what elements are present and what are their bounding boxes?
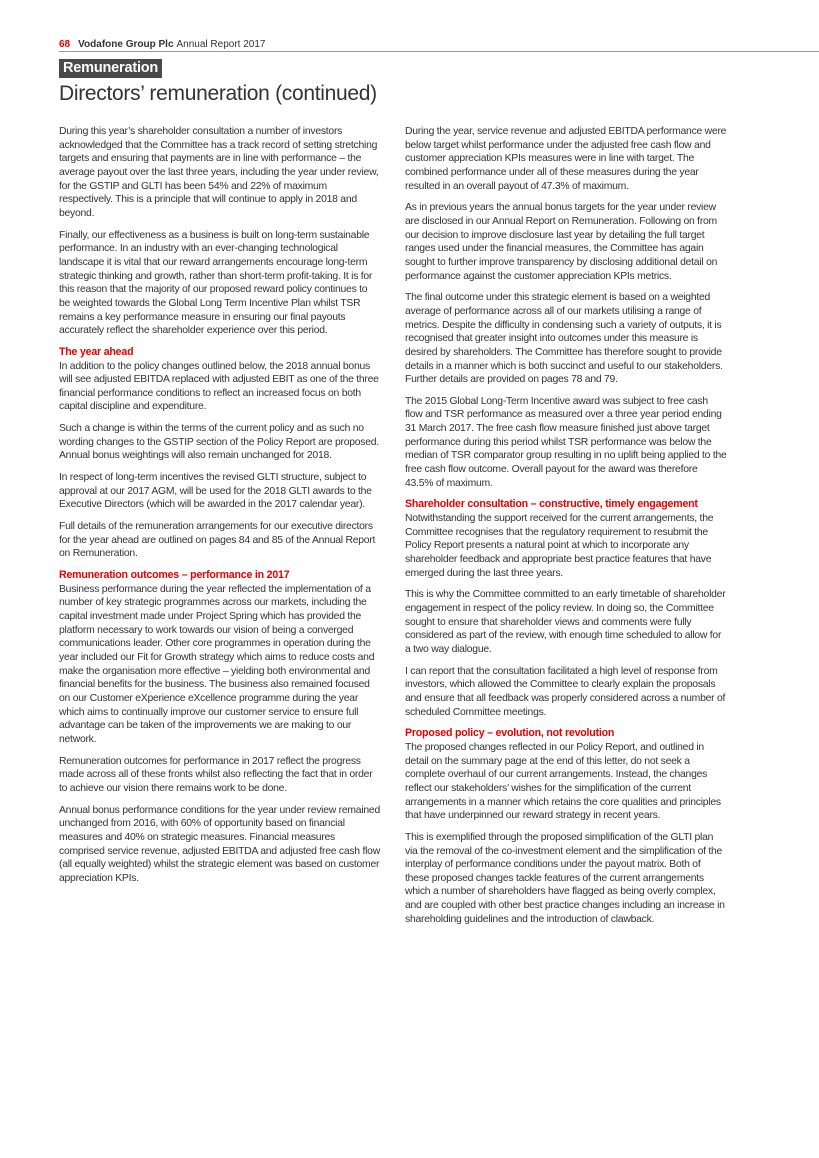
page-title: Directors’ remuneration (continued) xyxy=(59,82,377,105)
subheading-shareholder-consultation: Shareholder consultation – constructive, timely engagement xyxy=(405,498,698,511)
paragraph: Such a change is within the terms of the current policy and as such no wording changes to the GSTIP section of the Policy Report are proposed. Annual bonus weightings will also remain unchanged for 2018. xyxy=(59,423,379,462)
paragraph: The final outcome under this strategic element is based on a weighted average of performance across all of our markets utilising a range of metrics. Despite the difficulty in condensing such a variety of outputs, it is recognised that greater insight into outcomes under this measure is desired by shareholders. The Committee has therefore sought to provide details in a manner which is both succinct and useful to our stakeholders. Further details are provided on pages 78 and 79. xyxy=(405,292,723,386)
paragraph: Business performance during the year reflected the implementation of a number of key strategic programmes across our markets, including the capital investment made under Project Spring which has provided the platform necessary to work towards our vision of being a converged communications leader. Other core programmes in operation during the year included our Fit for Growth strategy which aims to reduce costs and make the organisation more effective – yielding both environmental and financial benefits for the business. The business also remained focused on our Customer eXperience eXcellence programme during the year which aims to continually improve our customer service to ensure full advantage can be taken of the improvements we are making to our network. xyxy=(59,583,375,745)
left-column xyxy=(59,125,381,893)
page-header xyxy=(59,34,819,50)
paragraph: As in previous years the annual bonus targets for the year under review are disclosed in our Annual Report on Remuneration. Following on from our decision to improve disclosure last year by detailing the full target ranges used under the financial measures, the Committee has again sought to further improve transparency by disclosing additional detail on performance against the customer appreciation KPIs metrics. xyxy=(405,202,718,282)
company-name: Vodafone Group Plc xyxy=(78,39,174,50)
paragraph: Annual bonus performance conditions for the year under review remained unchanged from 2016, with 60% of opportunity based on financial measures and 40% on strategic measures. Financial measures comprised service revenue, adjusted EBITDA and adjusted free cash flow (all equally weighted) whilst the strategic element was based on customer appreciation KPIs. xyxy=(59,804,380,884)
paragraph: This is exemplified through the proposed simplification of the GLTI plan via the removal of the co-investment element and the simplification of the interplay of performance conditions under the payout matrix. Both of these proposed changes tackle features of the current arrangements which a number of shareholders have flagged as being overly complex, and are coupled with other best practice changes including an increase in shareholding guidelines and the introduction of clawback. xyxy=(405,831,725,925)
paragraph: During the year, service revenue and adjusted EBITDA performance were below target whilst performance under the adjusted free cash flow and customer appreciation KPIs measures were in line with target. The combined performance under all of these measures during the year resulted in an overall payout of 47.3% of maximum. xyxy=(405,126,727,192)
page-number: 68 xyxy=(59,39,71,50)
paragraph: I can report that the consultation facilitated a high level of response from investors, which allowed the Committee to clearly explain the proposals and ensure that all feedback was properly considered across a number of scheduled Committee meetings. xyxy=(405,665,726,718)
subheading-year-ahead: The year ahead xyxy=(59,345,134,358)
paragraph: Full details of the remuneration arrangements for our executive directors for the year ahead are outlined on pages 84 and 85 of the Annual Report on Remuneration. xyxy=(59,521,376,560)
paragraph: The 2015 Global Long-Term Incentive award was subject to free cash flow and TSR performance as measured over a three year period ending 31 March 2017. The free cash flow measure finished just above target performance during this period whilst TSR performance was below the median of TSR comparator group resulting in no uplift being applied to the free cash flow outcome. Overall payout for the award was therefore 43.5% of maximum. xyxy=(405,395,727,489)
paragraph: This is why the Committee committed to an early timetable of shareholder engagement in respect of the policy review. In doing so, the Committee sought to ensure that shareholder views and comments were fully considered as part of the review, with enough time scheduled to allow for a two way dialogue. xyxy=(405,589,726,655)
paragraph: In addition to the policy changes outlined below, the 2018 annual bonus will see adjusted EBITDA replaced with adjusted EBIT as one of the three financial performance conditions to reflect an increased focus on both capital discipline and expenditure. xyxy=(59,360,379,413)
paragraph: Notwithstanding the support received for the current arrangements, the Committee recognises that the regulatory requirement to resubmit the Policy Report presents a natural point at which to incorporate any shareholder feedback and appropriate best practice features that have emerged during the last three years. xyxy=(405,513,714,579)
subheading-remuneration-outcomes: Remuneration outcomes – performance in 2017 xyxy=(59,569,290,582)
report-name: Annual Report 2017 xyxy=(176,39,266,50)
subheading-proposed-policy: Proposed policy – evolution, not revolution xyxy=(405,727,615,740)
paragraph: The proposed changes reflected in our Policy Report, and outlined in detail on the summary page at the end of this letter, do not seek a complete overhaul of our current arrangements. Instead, the changes reflect our stakeholders’ wishes for the simplification of the current arrangements in a manner which retains the core qualities and principles that have underpinned our reward strategy in recent years. xyxy=(405,741,721,822)
right-column xyxy=(405,125,727,934)
section-tag: Remuneration xyxy=(59,59,162,78)
paragraph: In respect of long-term incentives the revised GLTI structure, subject to approval at our 2017 AGM, will be used for the 2018 GLTI awards to the Executive Directors (which will be awarded in the 2017 calendar year). xyxy=(59,472,372,511)
paragraph: Finally, our effectiveness as a business is built on long-term sustainable performance. In an industry with an ever-changing technological landscape it is vital that our reward arrangements encourage long-term strategic thinking and growth, rather than short-term profit-taking. It is for this reason that the majority of our proposed reward policy continues to be weighted towards the Global Long Term Incentive Plan whilst TSR remains a key performance measure in ensuring our final payouts accurately reflect the shareholder experience over this period. xyxy=(59,229,373,337)
paragraph: Remuneration outcomes for performance in 2017 reflect the progress made across all of these fronts whilst also reflecting the fact that in order to achieve our vision there remains work to be done. xyxy=(59,755,373,794)
header-divider xyxy=(59,51,819,52)
paragraph: During this year’s shareholder consultation a number of investors acknowledged that the Committee has a track record of setting stretching targets and ensuring that payments are in line with performance – the average payout over the last three years, including the year under review, for the GSTIP and GLTI has been 54% and 22% of maximum respectively. This is a principle that will continue to apply in 2018 and beyond. xyxy=(59,126,379,219)
